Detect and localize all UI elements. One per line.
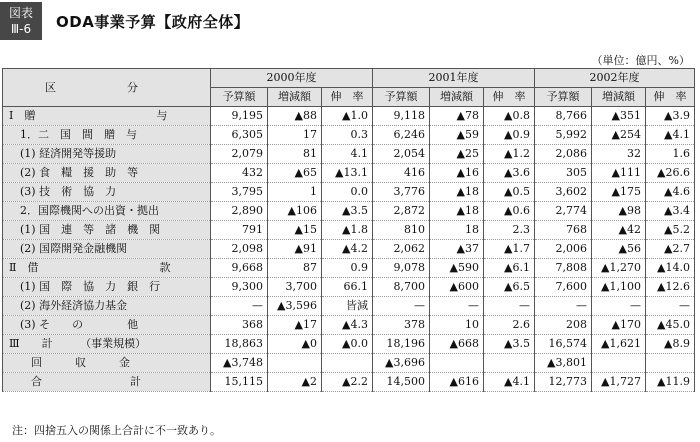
table-cell: — xyxy=(592,297,646,316)
table-cell: ▲3,696 xyxy=(373,354,430,373)
table-cell: 5,992 xyxy=(535,126,592,145)
table-cell: 3,795 xyxy=(211,183,268,202)
table-cell xyxy=(646,354,695,373)
table-cell: ▲1,270 xyxy=(592,259,646,278)
row-label: Ⅱ 借 款 xyxy=(3,259,211,278)
table-cell: ▲175 xyxy=(592,183,646,202)
table-cell: 66.1 xyxy=(322,278,373,297)
table-cell: 6,246 xyxy=(373,126,430,145)
table-cell: ▲2 xyxy=(268,373,322,392)
table-cell: ▲4.1 xyxy=(484,373,535,392)
table-cell: ▲14.0 xyxy=(646,259,695,278)
table-cell: 81 xyxy=(268,145,322,164)
subheader-growth: 伸 率 xyxy=(484,88,535,107)
table-cell: 4.1 xyxy=(322,145,373,164)
table-cell: ▲254 xyxy=(592,126,646,145)
table-cell: ▲3,801 xyxy=(535,354,592,373)
table-cell: ▲16 xyxy=(430,164,484,183)
table-cell: ▲3.6 xyxy=(484,164,535,183)
table-row xyxy=(3,126,695,145)
table-cell: 87 xyxy=(268,259,322,278)
table-cell: ▲0.0 xyxy=(322,335,373,354)
table-cell: 0.9 xyxy=(322,259,373,278)
table-cell: ▲2.7 xyxy=(646,240,695,259)
row-label: 2．国際機関への出資・拠出 xyxy=(3,202,211,221)
table-cell: ▲1.0 xyxy=(322,107,373,126)
row-label: (2) 海外経済協力基金 xyxy=(3,297,211,316)
table-cell: 368 xyxy=(211,316,268,335)
table-cell: ▲1.2 xyxy=(484,145,535,164)
table-cell: ▲42 xyxy=(592,221,646,240)
year-header-2001: 2001年度 xyxy=(373,69,535,88)
table-cell: 15,115 xyxy=(211,373,268,392)
subheader-growth: 伸 率 xyxy=(646,88,695,107)
table-cell: 9,118 xyxy=(373,107,430,126)
row-label: 回 収 金 xyxy=(3,354,211,373)
subheader-budget: 予算額 xyxy=(373,88,430,107)
table-row xyxy=(3,316,695,335)
subheader-change: 増減額 xyxy=(268,88,322,107)
table-cell: 768 xyxy=(535,221,592,240)
page-title: ODA事業予算【政府全体】 xyxy=(56,13,250,31)
table-cell xyxy=(322,354,373,373)
table-cell: 皆減 xyxy=(322,297,373,316)
table-cell: ▲0.5 xyxy=(484,183,535,202)
badge-line-1: 図表 xyxy=(8,6,33,20)
row-label: 合 計 xyxy=(3,373,211,392)
table-cell: ▲13.1 xyxy=(322,164,373,183)
table-cell: ▲37 xyxy=(430,240,484,259)
table-cell: ▲170 xyxy=(592,316,646,335)
table-cell: ▲59 xyxy=(430,126,484,145)
table-row xyxy=(3,164,695,183)
table-cell: ▲4.1 xyxy=(646,126,695,145)
table-row xyxy=(3,354,695,373)
table-cell: 18,863 xyxy=(211,335,268,354)
table-cell: 2,774 xyxy=(535,202,592,221)
table-cell: — xyxy=(211,297,268,316)
table-cell: 2,079 xyxy=(211,145,268,164)
table-cell: ▲0.9 xyxy=(484,126,535,145)
table-cell: ▲3,596 xyxy=(268,297,322,316)
year-header-2002: 2002年度 xyxy=(535,69,695,88)
table-cell: 7,808 xyxy=(535,259,592,278)
row-label: 1．二 国 間 贈 与 xyxy=(3,126,211,145)
table-cell: 378 xyxy=(373,316,430,335)
table-cell: ▲3.5 xyxy=(322,202,373,221)
table-cell xyxy=(268,354,322,373)
table-cell: ▲0.8 xyxy=(484,107,535,126)
table-cell: ▲0.6 xyxy=(484,202,535,221)
table-row xyxy=(3,373,695,392)
table-cell: 7,600 xyxy=(535,278,592,297)
table-cell: 18,196 xyxy=(373,335,430,354)
table-cell: 9,078 xyxy=(373,259,430,278)
table-cell: ▲3.4 xyxy=(646,202,695,221)
table-cell: ▲18 xyxy=(430,183,484,202)
table-cell: 18 xyxy=(430,221,484,240)
table-cell: 3,602 xyxy=(535,183,592,202)
table-cell xyxy=(484,354,535,373)
table-cell: ▲25 xyxy=(430,145,484,164)
table-cell: 1.6 xyxy=(646,145,695,164)
table-cell: ▲91 xyxy=(268,240,322,259)
table-cell: ▲6.5 xyxy=(484,278,535,297)
table-cell: ▲600 xyxy=(430,278,484,297)
table-cell: 17 xyxy=(268,126,322,145)
table-cell: 0.0 xyxy=(322,183,373,202)
table-cell: 8,700 xyxy=(373,278,430,297)
unit-note: （単位：億円、%） xyxy=(591,54,690,67)
table-cell: ▲15 xyxy=(268,221,322,240)
table-cell: ▲88 xyxy=(268,107,322,126)
table-cell: 2,054 xyxy=(373,145,430,164)
table-row xyxy=(3,297,695,316)
table-cell: ▲6.1 xyxy=(484,259,535,278)
row-label: (2) 食 糧 援 助 等 xyxy=(3,164,211,183)
table-row xyxy=(3,259,695,278)
table-cell: ▲98 xyxy=(592,202,646,221)
table-cell: ▲78 xyxy=(430,107,484,126)
table-cell: 2.6 xyxy=(484,316,535,335)
badge-line-2: Ⅲ-6 xyxy=(10,22,32,36)
year-header-row xyxy=(3,69,695,88)
table-cell: 2,062 xyxy=(373,240,430,259)
table-cell: 12,773 xyxy=(535,373,592,392)
table-cell: ▲1.8 xyxy=(322,221,373,240)
year-header-2000: 2000年度 xyxy=(211,69,373,88)
table-cell: 2,890 xyxy=(211,202,268,221)
row-label: (1) 国 連 等 諸 機 関 xyxy=(3,221,211,240)
table-cell: ▲56 xyxy=(592,240,646,259)
table-row xyxy=(3,107,695,126)
table-cell: 14,500 xyxy=(373,373,430,392)
table-cell: 2,006 xyxy=(535,240,592,259)
table-cell: 6,305 xyxy=(211,126,268,145)
table-cell: ▲65 xyxy=(268,164,322,183)
table-cell: — xyxy=(535,297,592,316)
table-row xyxy=(3,278,695,297)
table-cell: 10 xyxy=(430,316,484,335)
table-cell: 432 xyxy=(211,164,268,183)
table-cell: ▲3.9 xyxy=(646,107,695,126)
row-label: Ⅰ 贈 与 xyxy=(3,107,211,126)
row-label: (3) 技 術 協 力 xyxy=(3,183,211,202)
row-label: (1) 経済開発等援助 xyxy=(3,145,211,164)
table-cell: 810 xyxy=(373,221,430,240)
oda-budget-table xyxy=(2,68,695,392)
table-cell: 16,574 xyxy=(535,335,592,354)
row-label: (3) そ の 他 xyxy=(3,316,211,335)
table-cell: ▲0 xyxy=(268,335,322,354)
table-cell: ▲45.0 xyxy=(646,316,695,335)
table-cell: ▲668 xyxy=(430,335,484,354)
table-row xyxy=(3,145,695,164)
figure-badge xyxy=(0,2,42,40)
table-cell: 0.3 xyxy=(322,126,373,145)
table-cell xyxy=(430,354,484,373)
table-cell: 32 xyxy=(592,145,646,164)
table-cell: ▲351 xyxy=(592,107,646,126)
table-row xyxy=(3,183,695,202)
table-cell xyxy=(592,354,646,373)
subheader-growth: 伸 率 xyxy=(322,88,373,107)
table-cell: — xyxy=(430,297,484,316)
subheader-change: 増減額 xyxy=(592,88,646,107)
table-cell: 9,668 xyxy=(211,259,268,278)
table-cell: ▲1,621 xyxy=(592,335,646,354)
table-cell: 791 xyxy=(211,221,268,240)
table-row xyxy=(3,202,695,221)
row-label: (2) 国際開発金融機関 xyxy=(3,240,211,259)
table-cell: 1 xyxy=(268,183,322,202)
table-body xyxy=(3,107,695,392)
table-cell: 2,098 xyxy=(211,240,268,259)
footnote: 注：四捨五入の関係上合計に不一致あり。 xyxy=(12,424,221,437)
table-cell: ▲1.7 xyxy=(484,240,535,259)
table-cell: ▲111 xyxy=(592,164,646,183)
table-cell: ▲18 xyxy=(430,202,484,221)
table-cell: 3,776 xyxy=(373,183,430,202)
table-cell: ▲4.6 xyxy=(646,183,695,202)
table-cell: ▲3,748 xyxy=(211,354,268,373)
row-label: (1) 国 際 協 力 銀 行 xyxy=(3,278,211,297)
table-cell: ▲590 xyxy=(430,259,484,278)
table-cell: — xyxy=(484,297,535,316)
kubun-header: 区 分 xyxy=(3,69,211,107)
row-label: Ⅲ 計 （事業規模） xyxy=(3,335,211,354)
table-cell: 208 xyxy=(535,316,592,335)
table-row xyxy=(3,221,695,240)
table-cell: ▲17 xyxy=(268,316,322,335)
table-cell: ▲2.2 xyxy=(322,373,373,392)
table-cell: 3,700 xyxy=(268,278,322,297)
table-cell: 2,872 xyxy=(373,202,430,221)
table-cell: ▲12.6 xyxy=(646,278,695,297)
table-cell: ▲4.2 xyxy=(322,240,373,259)
table-row xyxy=(3,335,695,354)
subheader-change: 増減額 xyxy=(430,88,484,107)
table-cell: 305 xyxy=(535,164,592,183)
table-cell: ▲4.3 xyxy=(322,316,373,335)
table-cell: ▲106 xyxy=(268,202,322,221)
subheader-budget: 予算額 xyxy=(535,88,592,107)
table-cell: ▲3.5 xyxy=(484,335,535,354)
subheader-budget: 予算額 xyxy=(211,88,268,107)
table-cell: ▲1,100 xyxy=(592,278,646,297)
table-cell: ▲1,727 xyxy=(592,373,646,392)
table-cell: ▲616 xyxy=(430,373,484,392)
table-cell: 9,300 xyxy=(211,278,268,297)
table-cell: — xyxy=(646,297,695,316)
table-cell: — xyxy=(373,297,430,316)
table-cell: 8,766 xyxy=(535,107,592,126)
table-cell: 416 xyxy=(373,164,430,183)
table-cell: 2.3 xyxy=(484,221,535,240)
table-cell: ▲8.9 xyxy=(646,335,695,354)
table-row xyxy=(3,240,695,259)
table-cell: 2,086 xyxy=(535,145,592,164)
table-cell: ▲26.6 xyxy=(646,164,695,183)
table-cell: 9,195 xyxy=(211,107,268,126)
table-cell: ▲5.2 xyxy=(646,221,695,240)
table-cell: ▲11.9 xyxy=(646,373,695,392)
